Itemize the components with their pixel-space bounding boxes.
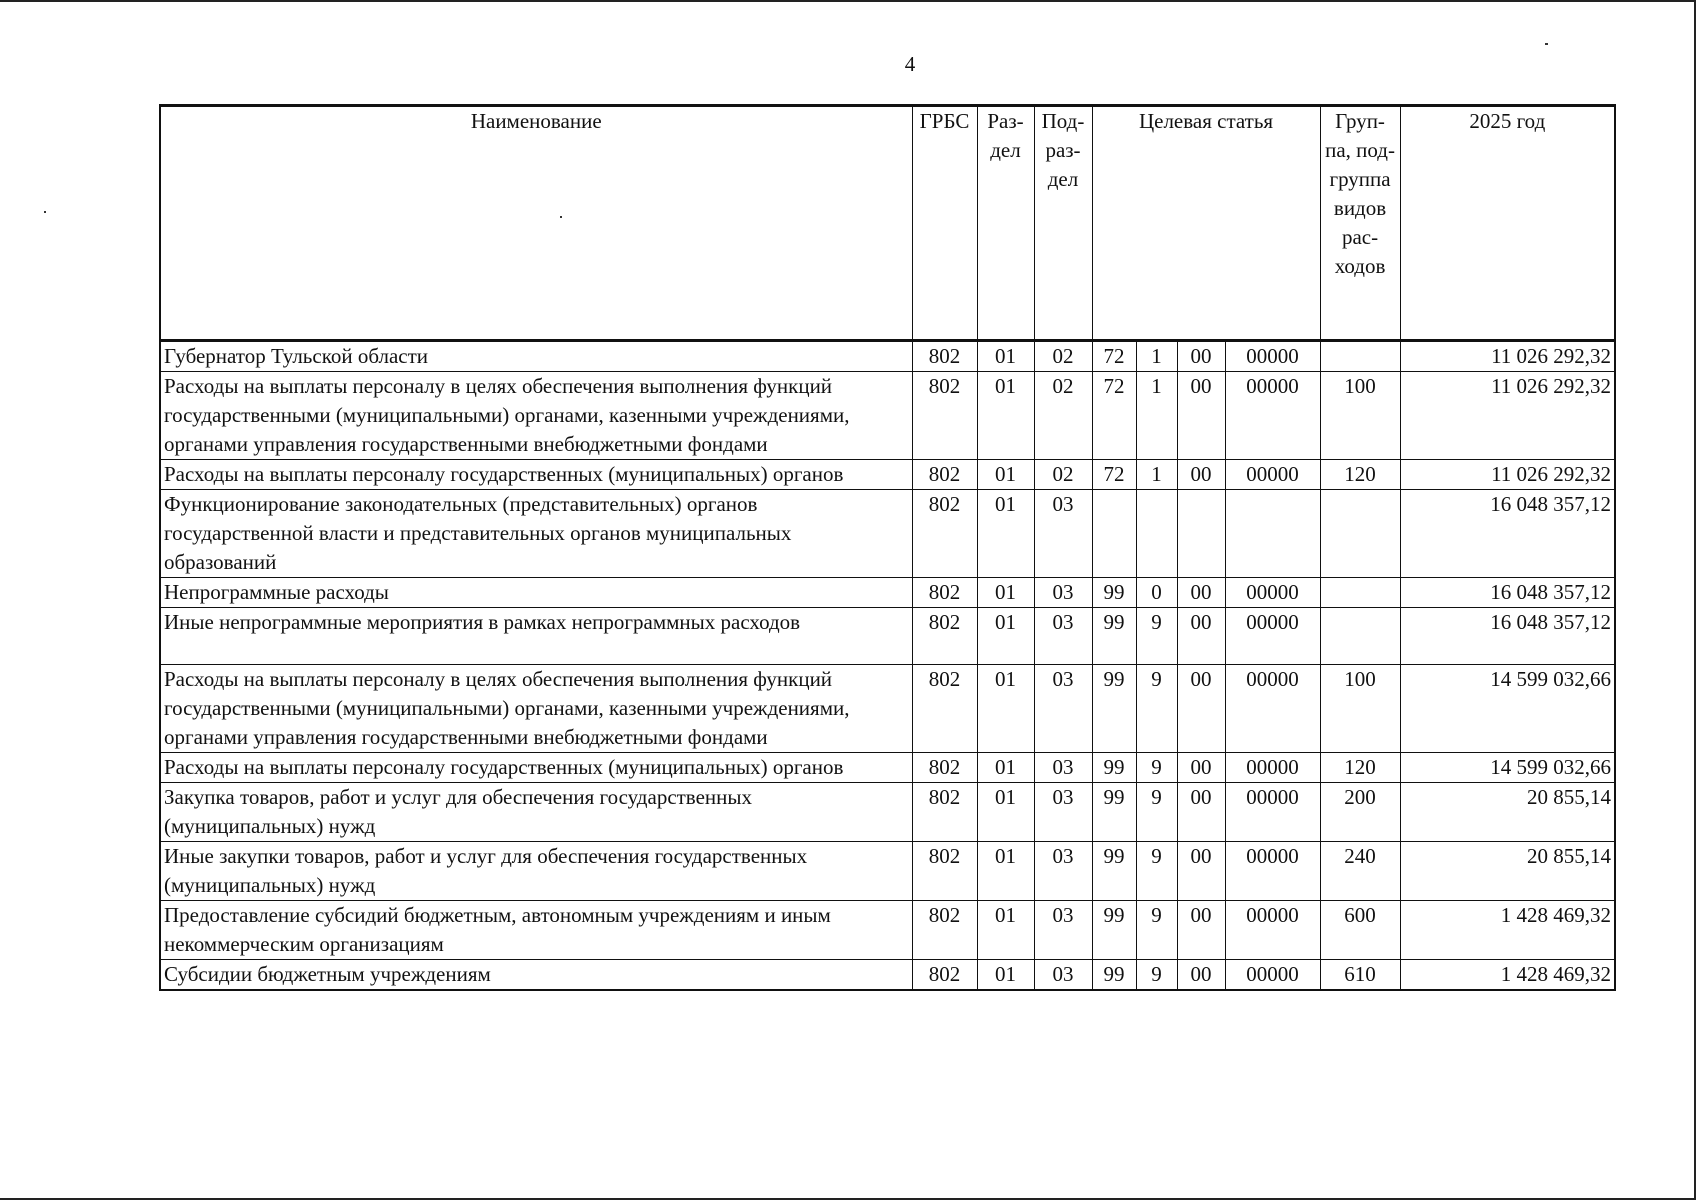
row-expense-group	[1320, 608, 1400, 665]
row-amount: 11 026 292,32	[1400, 341, 1615, 372]
row-target-type	[1136, 490, 1177, 578]
row-target-direction	[1225, 490, 1320, 578]
scan-speck	[1545, 43, 1548, 45]
row-amount: 16 048 357,12	[1400, 608, 1615, 665]
row-expense-group: 600	[1320, 901, 1400, 960]
row-amount: 20 855,14	[1400, 842, 1615, 901]
row-expense-group	[1320, 578, 1400, 608]
row-name: Расходы на выплаты персоналу в целях обеспечения выполнения функций государственными (муниципальными) органами, казенными учреждениями, органами управления государственными внебюджетными фондами	[160, 665, 912, 753]
row-name: Закупка товаров, работ и услуг для обеспечения государственных (муниципальных) нужд	[160, 783, 912, 842]
row-target-subprogram: 00	[1177, 753, 1225, 783]
row-podrazdel: 02	[1034, 341, 1092, 372]
header-group: Груп- па, под- группа видов рас- ходов	[1320, 106, 1400, 341]
row-target-program: 99	[1092, 753, 1136, 783]
row-target-direction: 00000	[1225, 783, 1320, 842]
row-expense-group: 200	[1320, 783, 1400, 842]
row-target-subprogram: 00	[1177, 460, 1225, 490]
table-row	[160, 578, 1615, 608]
row-name: Функционирование законодательных (представительных) органов государственной власти и представительных органов муниципальных образований	[160, 490, 912, 578]
row-target-program: 72	[1092, 341, 1136, 372]
row-target-subprogram: 00	[1177, 842, 1225, 901]
row-name: Губернатор Тульской области	[160, 341, 912, 372]
row-target-program: 99	[1092, 960, 1136, 991]
row-podrazdel: 03	[1034, 842, 1092, 901]
row-target-type: 9	[1136, 783, 1177, 842]
row-podrazdel: 03	[1034, 783, 1092, 842]
row-razdel: 01	[977, 901, 1034, 960]
row-target-direction: 00000	[1225, 608, 1320, 665]
row-podrazdel: 03	[1034, 490, 1092, 578]
row-target-program	[1092, 490, 1136, 578]
row-name: Иные непрограммные мероприятия в рамках непрограммных расходов	[160, 608, 912, 665]
row-target-program: 99	[1092, 665, 1136, 753]
header-year: 2025 год	[1400, 106, 1615, 341]
row-target-subprogram: 00	[1177, 578, 1225, 608]
row-name: Расходы на выплаты персоналу государственных (муниципальных) органов	[160, 460, 912, 490]
row-expense-group: 610	[1320, 960, 1400, 991]
table-row	[160, 783, 1615, 842]
row-amount: 20 855,14	[1400, 783, 1615, 842]
table-row	[160, 341, 1615, 372]
row-razdel: 01	[977, 783, 1034, 842]
budget-table	[159, 104, 1616, 991]
row-expense-group: 100	[1320, 665, 1400, 753]
row-razdel: 01	[977, 460, 1034, 490]
row-target-direction: 00000	[1225, 372, 1320, 460]
table-row	[160, 608, 1615, 665]
row-target-program: 99	[1092, 901, 1136, 960]
row-grbs: 802	[912, 960, 977, 991]
row-target-type: 0	[1136, 578, 1177, 608]
row-grbs: 802	[912, 753, 977, 783]
row-amount: 14 599 032,66	[1400, 665, 1615, 753]
row-grbs: 802	[912, 783, 977, 842]
row-razdel: 01	[977, 842, 1034, 901]
row-razdel: 01	[977, 753, 1034, 783]
row-target-type: 9	[1136, 608, 1177, 665]
row-target-direction: 00000	[1225, 960, 1320, 991]
row-razdel: 01	[977, 372, 1034, 460]
row-amount: 1 428 469,32	[1400, 960, 1615, 991]
table-header-row	[160, 106, 1615, 341]
row-amount: 11 026 292,32	[1400, 372, 1615, 460]
row-amount: 14 599 032,66	[1400, 753, 1615, 783]
row-grbs: 802	[912, 341, 977, 372]
header-name: Наименование	[160, 106, 912, 341]
table-row	[160, 960, 1615, 991]
header-grbs: ГРБС	[912, 106, 977, 341]
row-razdel: 01	[977, 960, 1034, 991]
row-target-program: 72	[1092, 460, 1136, 490]
row-target-type: 1	[1136, 372, 1177, 460]
row-target-direction: 00000	[1225, 578, 1320, 608]
row-target-direction: 00000	[1225, 901, 1320, 960]
table-row	[160, 490, 1615, 578]
row-grbs: 802	[912, 842, 977, 901]
table-row	[160, 901, 1615, 960]
row-name: Расходы на выплаты персоналу в целях обеспечения выполнения функций государственными (муниципальными) органами, казенными учреждениями, органами управления государственными внебюджетными фондами	[160, 372, 912, 460]
row-name: Субсидии бюджетным учреждениям	[160, 960, 912, 991]
table-row	[160, 753, 1615, 783]
row-grbs: 802	[912, 490, 977, 578]
row-expense-group: 120	[1320, 460, 1400, 490]
row-expense-group: 120	[1320, 753, 1400, 783]
row-podrazdel: 03	[1034, 665, 1092, 753]
row-expense-group	[1320, 341, 1400, 372]
row-amount: 16 048 357,12	[1400, 490, 1615, 578]
row-target-direction: 00000	[1225, 460, 1320, 490]
table-row	[160, 842, 1615, 901]
row-target-direction: 00000	[1225, 341, 1320, 372]
row-target-type: 9	[1136, 753, 1177, 783]
row-podrazdel: 03	[1034, 578, 1092, 608]
row-name: Непрограммные расходы	[160, 578, 912, 608]
row-podrazdel: 03	[1034, 960, 1092, 991]
row-target-type: 1	[1136, 460, 1177, 490]
row-expense-group: 240	[1320, 842, 1400, 901]
row-target-direction: 00000	[1225, 842, 1320, 901]
table-row	[160, 460, 1615, 490]
header-razdel: Раз- дел	[977, 106, 1034, 341]
scan-speck	[44, 211, 46, 213]
row-podrazdel: 03	[1034, 901, 1092, 960]
row-target-type: 9	[1136, 901, 1177, 960]
row-name: Иные закупки товаров, работ и услуг для обеспечения государственных (муниципальных) нужд	[160, 842, 912, 901]
row-razdel: 01	[977, 341, 1034, 372]
page-number: 4	[904, 52, 916, 76]
row-target-subprogram: 00	[1177, 608, 1225, 665]
header-podrazdel: Под- раз- дел	[1034, 106, 1092, 341]
row-name: Расходы на выплаты персоналу государственных (муниципальных) органов	[160, 753, 912, 783]
row-target-type: 9	[1136, 960, 1177, 991]
row-expense-group	[1320, 490, 1400, 578]
row-target-subprogram: 00	[1177, 372, 1225, 460]
row-target-program: 99	[1092, 578, 1136, 608]
row-target-subprogram: 00	[1177, 783, 1225, 842]
row-razdel: 01	[977, 665, 1034, 753]
table-row	[160, 665, 1615, 753]
row-razdel: 01	[977, 608, 1034, 665]
row-amount: 1 428 469,32	[1400, 901, 1615, 960]
row-amount: 16 048 357,12	[1400, 578, 1615, 608]
row-target-type: 1	[1136, 341, 1177, 372]
row-grbs: 802	[912, 460, 977, 490]
row-target-program: 99	[1092, 783, 1136, 842]
row-grbs: 802	[912, 665, 977, 753]
row-target-program: 99	[1092, 608, 1136, 665]
row-podrazdel: 03	[1034, 753, 1092, 783]
header-target: Целевая статья	[1092, 106, 1320, 341]
row-grbs: 802	[912, 578, 977, 608]
row-target-type: 9	[1136, 842, 1177, 901]
row-target-subprogram: 00	[1177, 341, 1225, 372]
row-target-program: 99	[1092, 842, 1136, 901]
row-razdel: 01	[977, 578, 1034, 608]
row-grbs: 802	[912, 901, 977, 960]
row-grbs: 802	[912, 608, 977, 665]
row-target-subprogram	[1177, 490, 1225, 578]
row-name: Предоставление субсидий бюджетным, автономным учреждениям и иным некоммерческим организациям	[160, 901, 912, 960]
row-grbs: 802	[912, 372, 977, 460]
table-row	[160, 372, 1615, 460]
row-razdel: 01	[977, 490, 1034, 578]
row-target-subprogram: 00	[1177, 960, 1225, 991]
row-target-direction: 00000	[1225, 753, 1320, 783]
row-target-type: 9	[1136, 665, 1177, 753]
row-podrazdel: 03	[1034, 608, 1092, 665]
row-expense-group: 100	[1320, 372, 1400, 460]
row-podrazdel: 02	[1034, 460, 1092, 490]
row-target-direction: 00000	[1225, 665, 1320, 753]
row-podrazdel: 02	[1034, 372, 1092, 460]
row-target-program: 72	[1092, 372, 1136, 460]
row-target-subprogram: 00	[1177, 901, 1225, 960]
row-target-subprogram: 00	[1177, 665, 1225, 753]
row-amount: 11 026 292,32	[1400, 460, 1615, 490]
